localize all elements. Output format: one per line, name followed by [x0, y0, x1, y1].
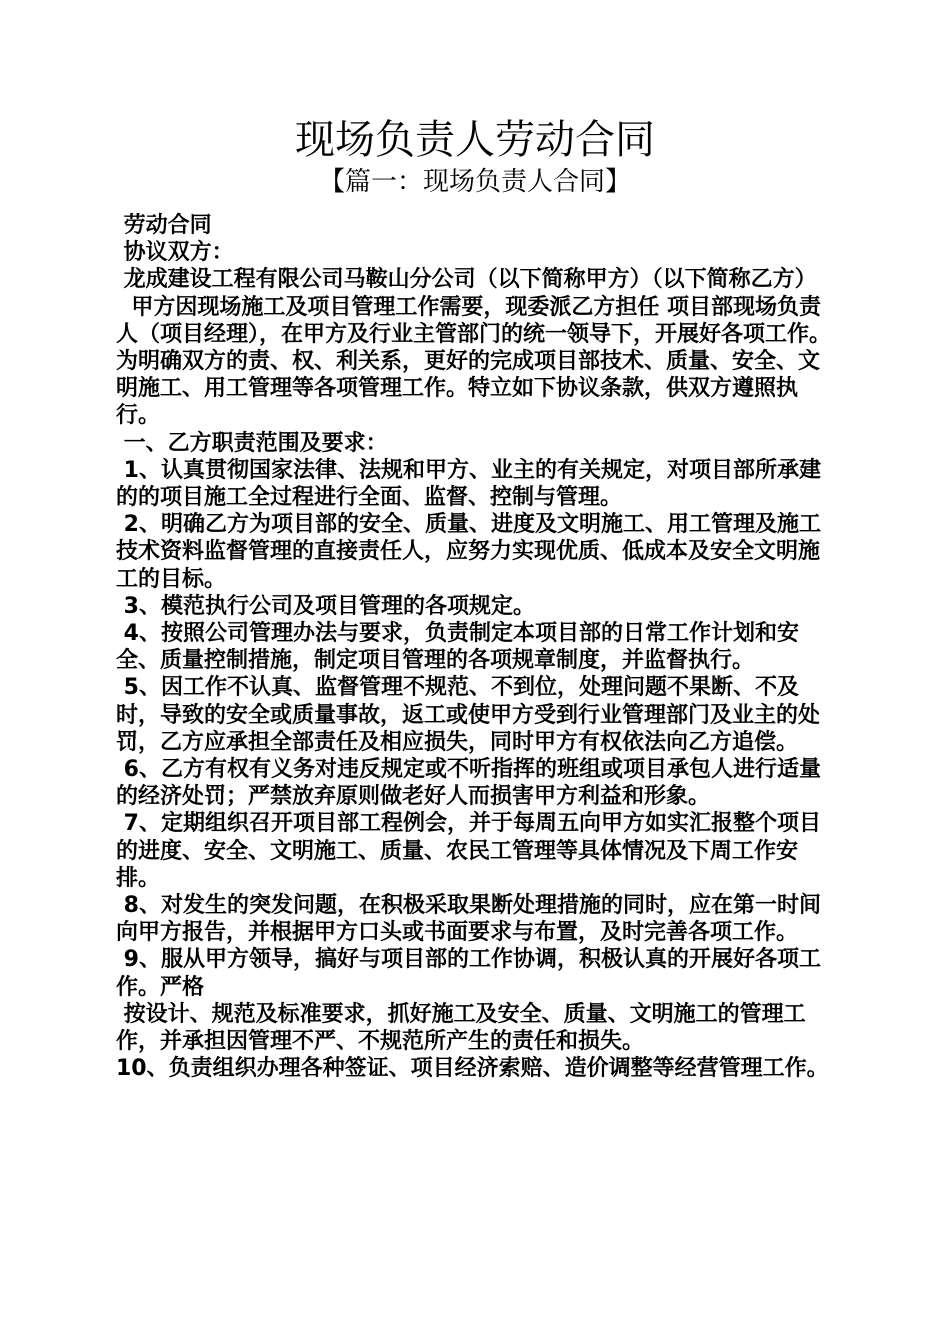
clause-5: 5、因工作不认真、监督管理不规范、不到位，处理问题不果断、不及时，导致的安全或质量事故，返工或使甲方受到行业管理部门及业主的处罚，乙方应承担全部责任及相应损失，同时甲方有权依法向乙方追偿。: [116, 675, 821, 755]
parties-line: 龙成建设工程有限公司马鞍山分公司（以下简称甲方）（以下简称乙方）: [116, 267, 817, 293]
clause-9-continued: 按设计、规范及标准要求，抓好施工及安全、质量、文明施工的管理工作，并承担因管理不严、不规范所产生的责任和损失。: [116, 1001, 806, 1055]
heading-contract: 劳动合同: [116, 213, 212, 238]
document-body: [116, 212, 840, 1083]
clause-8: 8、对发生的突发问题，在积极采取果断处理措施的同时，应在第一时间向甲方报告，并根据甲方口头或书面要求与布置，及时完善各项工作。: [116, 893, 821, 946]
clause-4: 4、按照公司管理办法与要求，负责制定本项目部的日常工作计划和安全、质量控制措施，制定项目管理的各项规章制度，并监督执行。: [116, 621, 799, 674]
clause-6: 6、乙方有权有义务对违反规定或不听指挥的班组或项目承包人进行适量的经济处罚；严禁放弃原则做老好人而损害甲方利益和形象。: [116, 757, 821, 810]
clause-7: 7、定期组织召开项目部工程例会，并于每周五向甲方如实汇报整个项目的进度、安全、文明施工、质量、农民工管理等具体情况及下周工作安排。: [116, 811, 821, 891]
section-heading-duties: 一、乙方职责范围及要求：: [116, 430, 388, 456]
document-title: 现场负责人劳动合同: [295, 117, 655, 163]
document-subtitle: 【篇一：现场负责人合同】: [318, 167, 631, 197]
intro-paragraph: 甲方因现场施工及项目管理工作需要，现委派乙方担任 项目部现场负责人（项目经理），在甲方及行业主管部门的统一领导下，开展好各项工作。为明确双方的责、权、利关系，更好的完成项目部技术、质量、安全、文明施工、用工管理等各项管理工作。特立如下协议条款，供双方遵照执行。: [116, 294, 832, 429]
clause-2: 2、明确乙方为项目部的安全、质量、进度及文明施工、用工管理及施工技术资料监督管理的直接责任人，应努力实现优质、低成本及安全文明施工的目标。: [116, 512, 821, 592]
clause-1: 1、认真贯彻国家法律、法规和甲方、业主的有关规定，对项目部所承建的的项目施工全过程进行全面、监督、控制与管理。: [116, 457, 821, 511]
heading-parties: 协议双方：: [116, 240, 234, 266]
clause-9: 9、服从甲方领导，搞好与项目部的工作协调，积极认真的开展好各项工作。严格: [116, 947, 821, 1000]
clause-3: 3、模范执行公司及项目管理的各项规定。: [116, 593, 535, 619]
clause-10: 10、负责组织办理各种签证、项目经济索赔、造价调整等经营管理工作。: [116, 1056, 829, 1082]
